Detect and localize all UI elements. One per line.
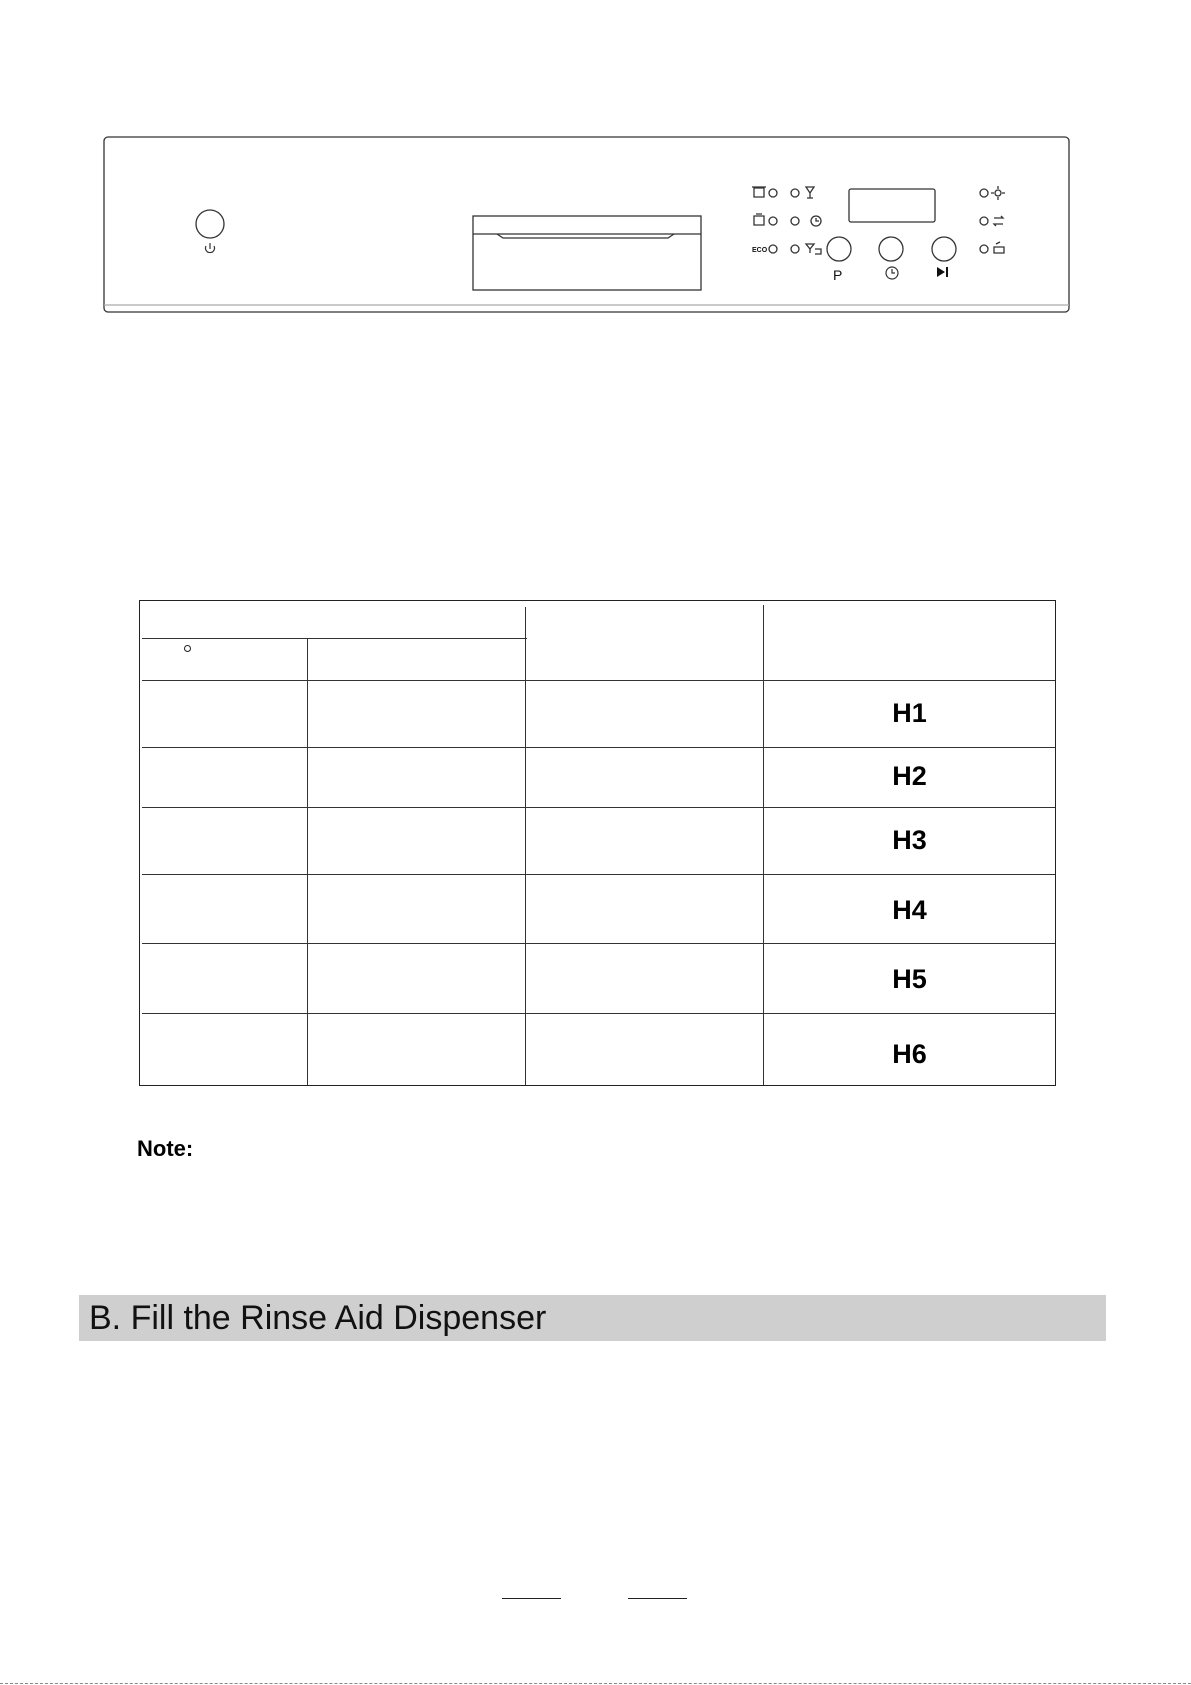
control-panel-outline (104, 137, 1069, 312)
table-rule (142, 943, 1055, 944)
power-button (196, 210, 224, 238)
universal-icon (754, 214, 764, 225)
table-rule (307, 638, 308, 1085)
dispenser-handle (473, 216, 701, 290)
indicator-light (791, 245, 799, 253)
hardness-level-h5: H5 (892, 964, 927, 994)
start-pause-button (932, 237, 956, 261)
eco-label: ECO (752, 247, 768, 254)
indicator-light (769, 217, 777, 225)
section-title: B. Fill the Rinse Aid Dispenser (89, 1299, 547, 1337)
table-rule (142, 680, 1055, 681)
rinse-icon (994, 216, 1003, 226)
program-button-label: P (833, 267, 843, 283)
intensive-icon (752, 187, 766, 197)
delay-clock-icon (886, 267, 898, 279)
indicator-light (791, 217, 799, 225)
hardness-level-h1: H1 (892, 698, 927, 728)
table-rule (142, 638, 527, 639)
table-rule (142, 747, 1055, 748)
glass-icon (806, 187, 814, 198)
control-panel-diagram (0, 0, 1191, 330)
table-rule (142, 874, 1055, 875)
hardness-level-h4: H4 (892, 895, 927, 925)
clock-icon (811, 216, 821, 226)
water-hardness-table (139, 600, 1056, 1086)
program-button (827, 237, 851, 261)
power-icon (206, 243, 215, 253)
indicator-light (769, 189, 777, 197)
table-rule (142, 807, 1055, 808)
table-rule (142, 1013, 1055, 1014)
hardness-level-h3: H3 (892, 825, 927, 855)
sun-icon (991, 186, 1005, 200)
play-pause-icon (937, 267, 948, 277)
table-rule (525, 607, 526, 1085)
time-display (849, 189, 935, 222)
section-heading-bar (79, 1295, 1106, 1341)
degree-symbol (184, 645, 191, 652)
indicator-light (980, 189, 988, 197)
indicator-light (769, 245, 777, 253)
blank-underline (628, 1598, 687, 1599)
indicator-light (980, 245, 988, 253)
indicator-light (980, 217, 988, 225)
hardness-level-h6: H6 (892, 1039, 927, 1069)
blank-underline (502, 1598, 561, 1599)
hardness-level-h2: H2 (892, 761, 927, 791)
glass-rack-icon (806, 244, 821, 254)
indicator-light (791, 189, 799, 197)
salt-icon (994, 242, 1004, 253)
note-label: Note: (137, 1136, 194, 1161)
page-bottom-rule (0, 1683, 1191, 1684)
delay-button (879, 237, 903, 261)
